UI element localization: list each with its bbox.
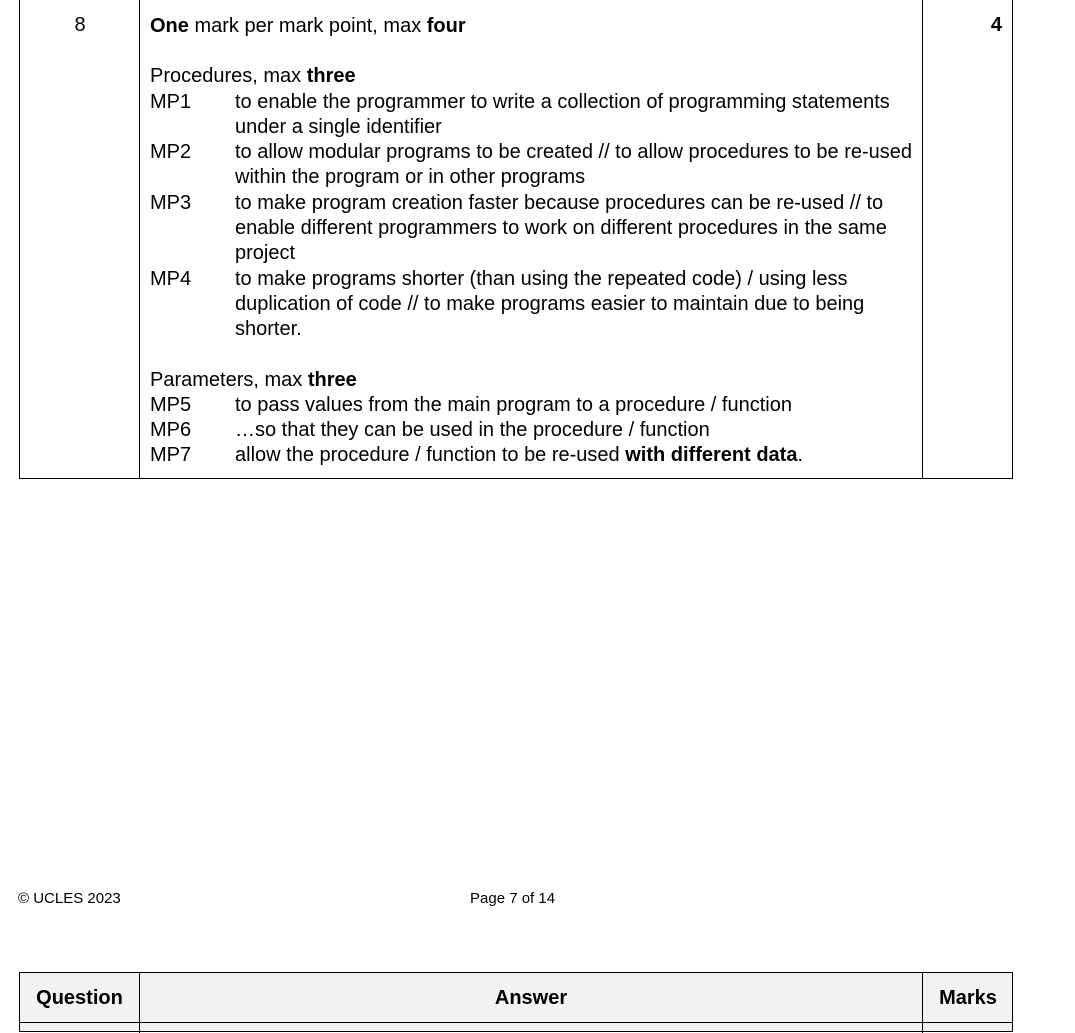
procedures-heading: [150, 64, 915, 89]
parameters-heading-text: Parameters, max: [150, 368, 308, 391]
mark-point: [150, 191, 915, 267]
mark-point: [150, 443, 915, 468]
page-number: Page 7 of 14: [470, 890, 556, 907]
mark-scheme-table: [19, 0, 1013, 479]
procedures-heading-text: Procedures, max: [150, 65, 307, 88]
next-table-header: [19, 972, 1013, 1032]
mark-point-text: to make program creation faster because procedures can be re-used // to enable different programmers to work on different procedures in the same project: [235, 191, 887, 265]
mark-point-text: to allow modular programs to be created // to allow procedures to be re-used within the program or in other programs: [235, 141, 913, 189]
mark-point-label: MP1: [150, 90, 192, 113]
question-number: 8: [74, 14, 86, 36]
intro-bold-one: One: [150, 15, 189, 37]
procedures-heading-bold: three: [306, 65, 356, 88]
header-marks: Marks: [922, 973, 1013, 1023]
mark-point: [150, 140, 915, 191]
mark-point-text-bold: with different data: [625, 444, 798, 467]
marks-value: 4: [990, 14, 1002, 36]
mark-point: [150, 418, 915, 443]
marks-column: [922, 0, 1013, 478]
mark-point-text: [235, 443, 915, 468]
mark-point: [150, 393, 915, 418]
mark-point-text-end: .: [797, 444, 804, 467]
mark-point-label: MP5: [150, 393, 192, 416]
mark-point-label: MP3: [150, 191, 192, 214]
mark-point-label: MP4: [150, 267, 192, 290]
question-column: [20, 0, 140, 478]
mark-point: [150, 267, 915, 343]
copyright: © UCLES 2023: [18, 890, 121, 907]
header-question: Question: [20, 973, 140, 1023]
intro-line: [150, 14, 915, 39]
mark-point-label: MP7: [150, 444, 192, 467]
mark-point-text: to pass values from the main program to a procedure / function: [235, 393, 792, 416]
header-answer: Answer: [494, 987, 568, 1009]
mark-point-text: to make programs shorter (than using the repeated code) / using less duplication of code // to make programs easier to maintain due to being shorter.: [235, 267, 865, 341]
mark-point-text: to enable the programmer to write a collection of programming statements under a single identifier: [235, 90, 890, 138]
mark-point-label: MP2: [150, 141, 192, 164]
answer-cell: [150, 14, 915, 469]
mark-point-label: MP6: [150, 419, 192, 442]
mark-point-text: …so that they can be used in the procedure / function: [235, 419, 710, 442]
mark-point: [150, 90, 915, 141]
parameters-heading: [150, 368, 915, 393]
mark-point-text-plain: allow the procedure / function to be re-used: [235, 444, 626, 467]
intro-bold-four: four: [426, 15, 466, 37]
parameters-heading-bold: three: [307, 368, 357, 391]
intro-text: mark per mark point, max: [188, 15, 427, 37]
